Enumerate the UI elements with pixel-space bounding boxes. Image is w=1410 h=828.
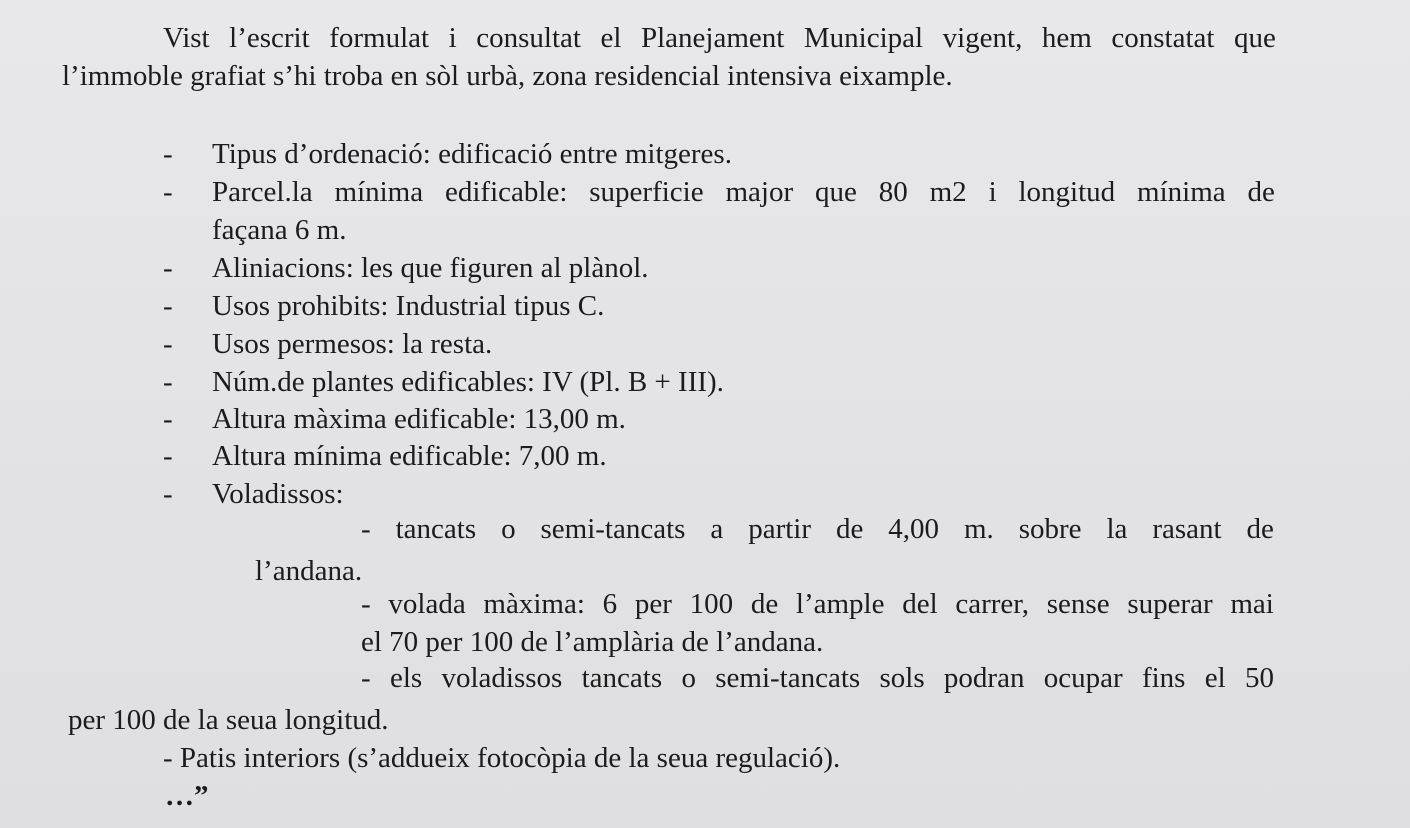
bullet-dash: -	[163, 366, 173, 398]
word: 6	[602, 588, 618, 620]
word: major	[725, 176, 794, 208]
word: 100	[689, 588, 734, 620]
bullet-dash: -	[163, 138, 173, 170]
voladissos-line-4: el 70 per 100 de l’amplària de l’andana.	[361, 626, 824, 658]
bullet-dash: -	[163, 290, 173, 322]
word: mínima	[334, 176, 424, 208]
word: el	[600, 22, 622, 54]
word: i	[988, 176, 997, 208]
list-item: Usos prohibits: Industrial tipus C.	[212, 290, 605, 322]
list-item: Aliniacions: les que figuren al plànol.	[212, 252, 649, 284]
bullet-dash: -	[163, 478, 173, 510]
word: m2	[929, 176, 967, 208]
word: semi-tancats	[715, 662, 861, 694]
list-item: Tipus d’ordenació: edificació entre mitgeres.	[212, 138, 732, 170]
word: mínima	[1137, 176, 1226, 208]
word: 50	[1244, 662, 1274, 694]
word: Vist	[163, 22, 210, 54]
word: longitud	[1018, 176, 1116, 208]
word: o	[681, 662, 696, 694]
voladissos-line-6: per 100 de la seua longitud.	[68, 704, 389, 736]
word: fins	[1141, 662, 1186, 694]
word: a	[710, 513, 724, 545]
word: sobre	[1018, 513, 1082, 545]
intro-line-2: l’immoble grafiat s’hi troba en sòl urbà, zona residencial intensiva eixample.	[62, 60, 953, 92]
word: superficie	[589, 176, 704, 208]
word: superar	[1127, 588, 1213, 620]
word: edificable:	[445, 176, 568, 208]
word: voladissos	[441, 662, 563, 694]
word: mai	[1230, 588, 1274, 620]
bullet-dash: -	[163, 176, 173, 208]
word: -	[361, 588, 371, 620]
word: la	[1106, 513, 1128, 545]
list-item	[212, 174, 1275, 210]
word: 80	[878, 176, 908, 208]
word: de	[1246, 513, 1274, 545]
word: partir	[748, 513, 812, 545]
word: -	[361, 513, 371, 545]
list-item-continuation: façana 6 m.	[212, 214, 347, 246]
word: de	[1247, 176, 1275, 208]
word: hem	[1041, 22, 1092, 54]
word: sense	[1046, 588, 1110, 620]
list-item: Usos permesos: la resta.	[212, 328, 493, 360]
word: tancats	[395, 513, 477, 545]
word: sols	[879, 662, 925, 694]
voladissos-line-3	[361, 586, 1274, 622]
word: màxima:	[483, 588, 585, 620]
list-item: Altura màxima edificable: 13,00 m.	[212, 403, 626, 435]
bullet-dash: -	[163, 440, 173, 472]
bullet-dash: -	[163, 252, 173, 284]
word: el	[1204, 662, 1226, 694]
word: constatat	[1111, 22, 1215, 54]
list-item: Núm.de plantes edificables: IV (Pl. B + III).	[212, 366, 724, 398]
word: l’escrit	[229, 22, 310, 54]
closing-quote: …”	[165, 780, 209, 812]
word: formulat	[329, 22, 430, 54]
word: tancats	[581, 662, 663, 694]
intro-line-1	[163, 20, 1276, 56]
word: els	[389, 662, 423, 694]
patis-interiors-line: - Patis interiors (s’addueix fotocòpia de la seua regulació).	[163, 742, 841, 774]
bullet-dash: -	[163, 403, 173, 435]
word: o	[501, 513, 516, 545]
word: i	[448, 22, 457, 54]
list-item: Voladissos:	[212, 478, 344, 510]
word: podran	[943, 662, 1025, 694]
word: l’ample	[795, 588, 885, 620]
word: Parcel.la	[212, 176, 313, 208]
word: que	[815, 176, 857, 208]
word: de	[750, 588, 779, 620]
word: -	[361, 662, 371, 694]
voladissos-line-5	[361, 660, 1274, 696]
word: consultat	[476, 22, 581, 54]
word: rasant	[1152, 513, 1222, 545]
word: de	[835, 513, 864, 545]
word: volada	[388, 588, 466, 620]
word: que	[1234, 22, 1276, 54]
word: per	[634, 588, 672, 620]
word: carrer,	[955, 588, 1030, 620]
word: 4,00	[888, 513, 940, 545]
word: m.	[963, 513, 994, 545]
word: Municipal	[803, 22, 924, 54]
word: vigent,	[942, 22, 1023, 54]
list-item: Altura mínima edificable: 7,00 m.	[212, 440, 607, 472]
bullet-dash: -	[163, 328, 173, 360]
word: del	[902, 588, 938, 620]
voladissos-line-2: l’andana.	[255, 555, 363, 587]
word: semi-tancats	[540, 513, 686, 545]
word: Planejament	[640, 22, 785, 54]
voladissos-line-1	[361, 511, 1274, 547]
word: ocupar	[1043, 662, 1123, 694]
